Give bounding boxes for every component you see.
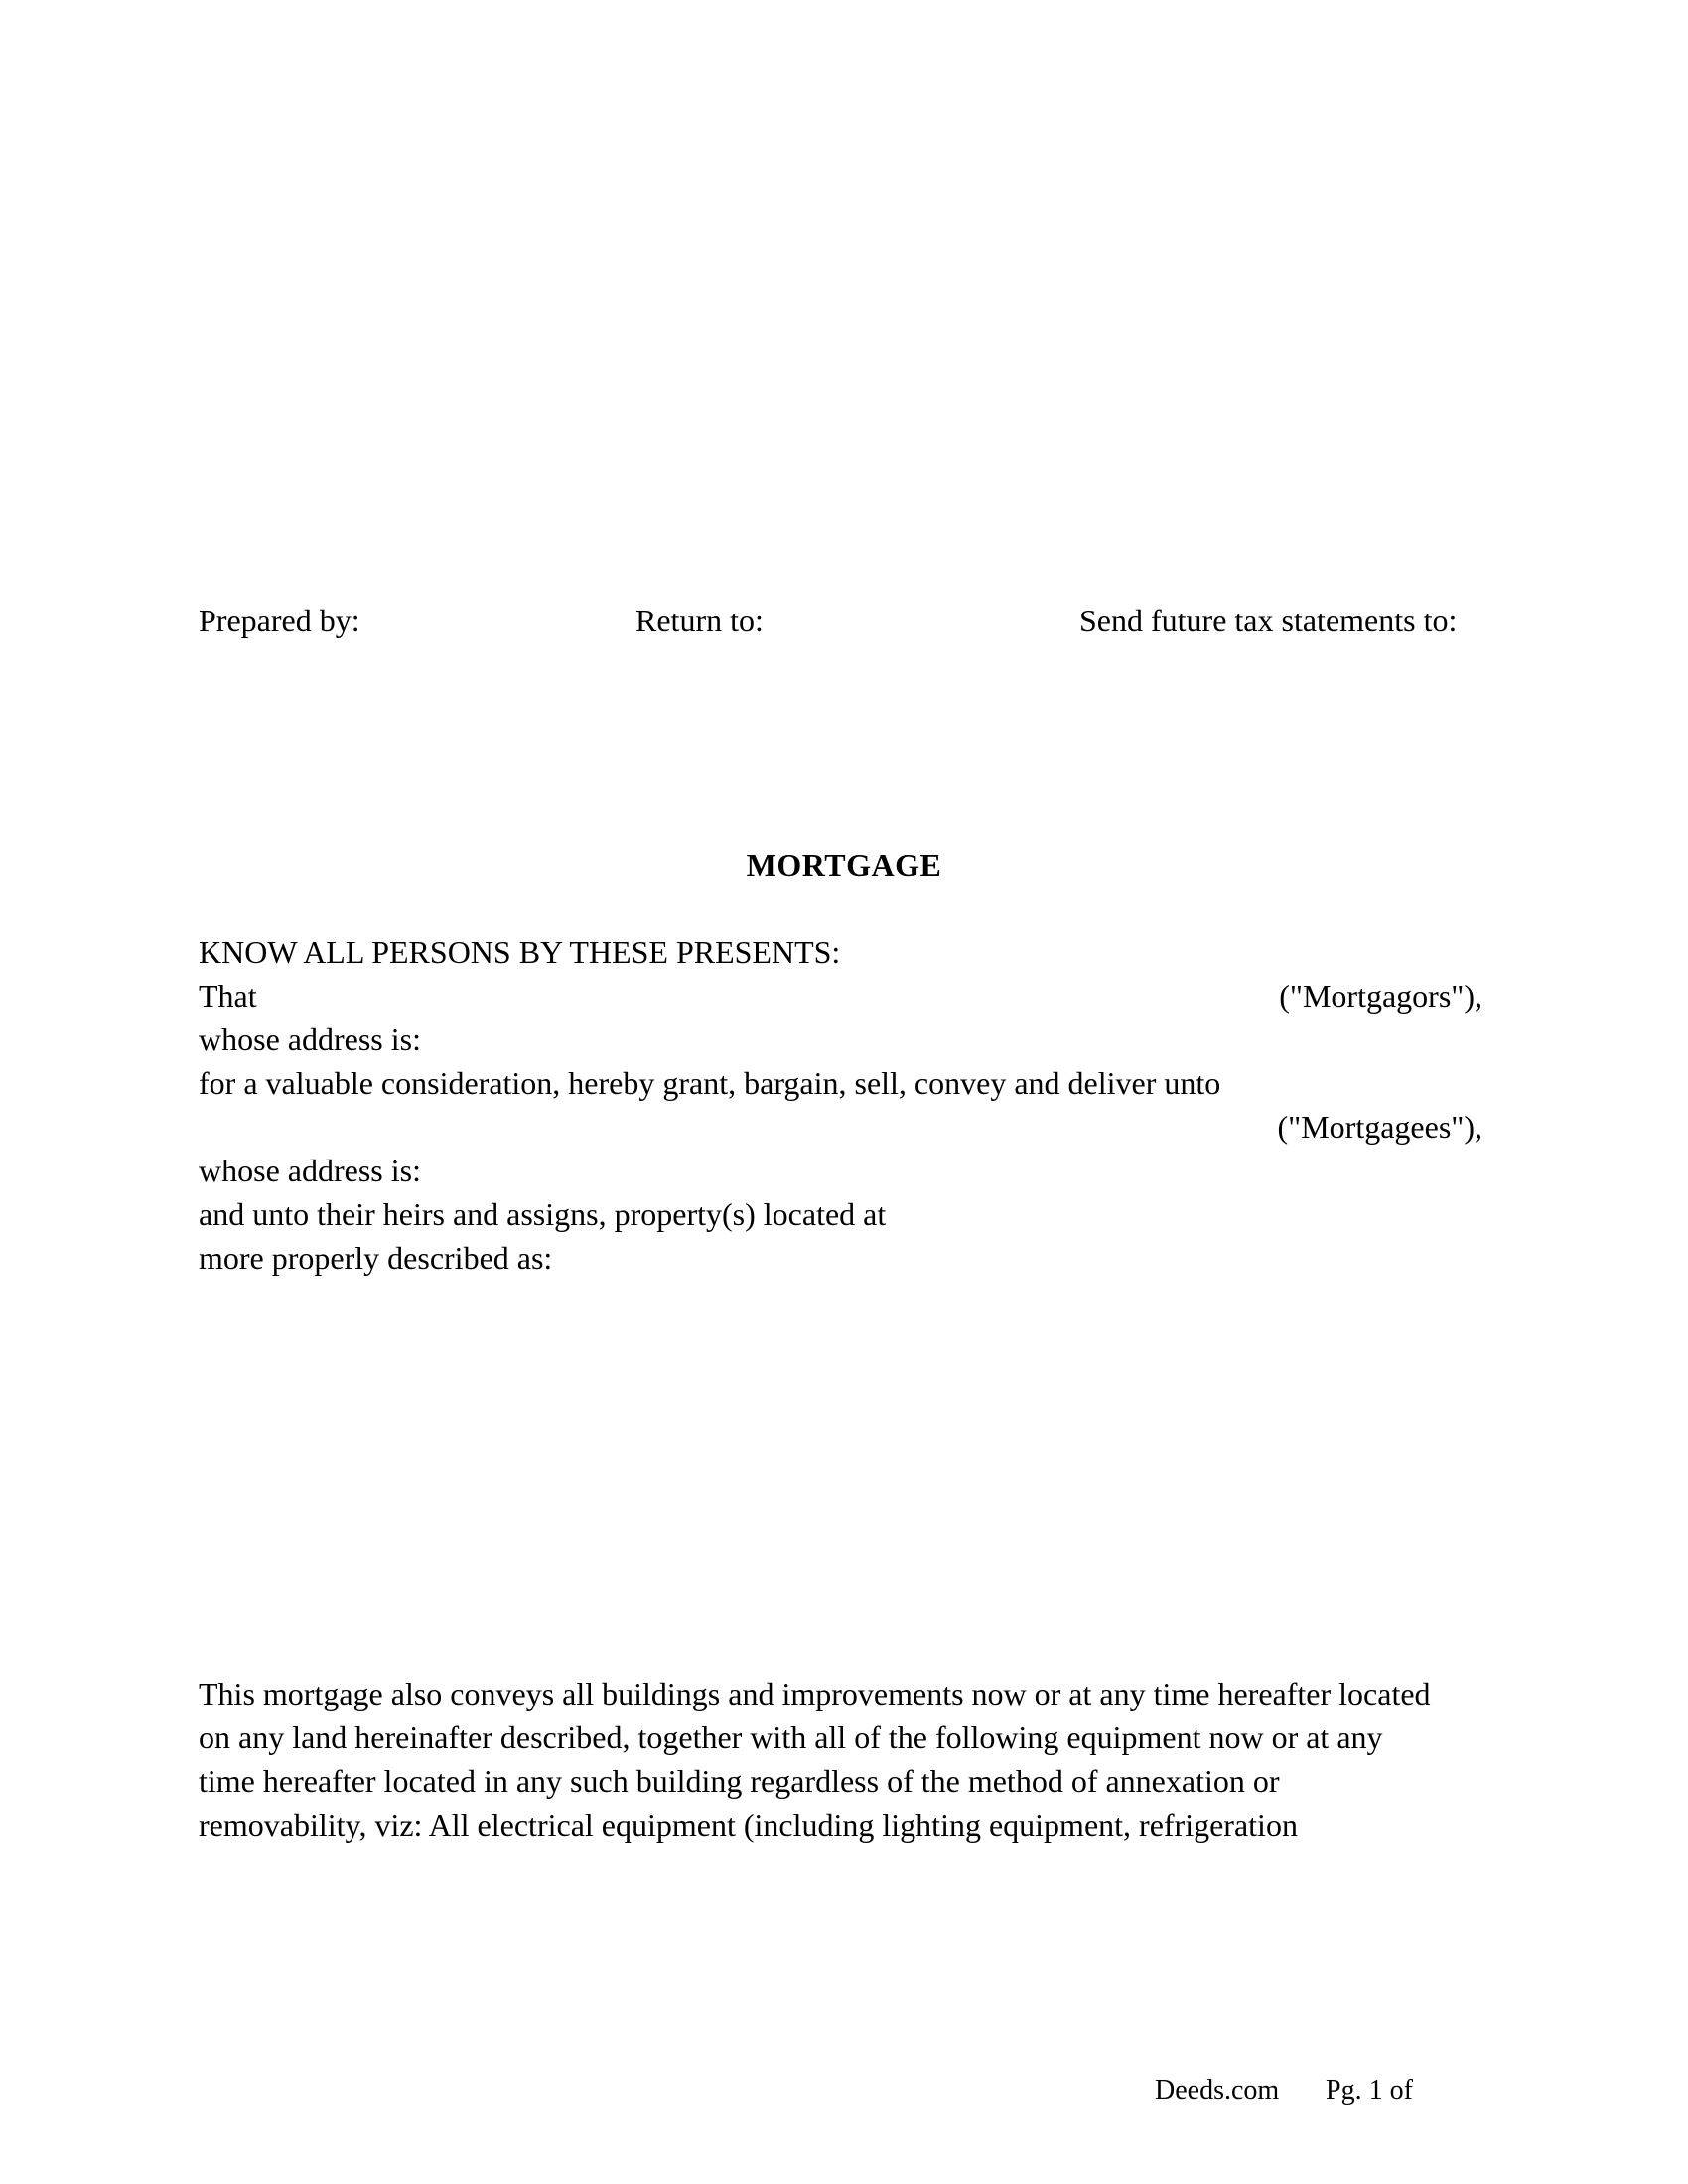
that-label: That [199,978,257,1014]
paragraph-line: on any land hereinafter described, together with all of the following equipment now or at any [199,1719,1383,1755]
send-tax-statements-label: Send future tax statements to: [1079,603,1458,638]
mortgagor-address-label: whose address is: [199,1022,421,1057]
mortgagors-label: ("Mortgagors"), [1279,978,1482,1014]
property-described-line: more properly described as: [199,1240,553,1276]
footer-page-number: Pg. 1 of [1326,2075,1413,2106]
heirs-assigns-line: and unto their heirs and assigns, property(s) located at [199,1196,887,1232]
paragraph-line: removability, viz: All electrical equipment (including lighting equipment, refrigeration [199,1807,1298,1843]
consideration-line: for a valuable consideration, hereby grant, bargain, sell, convey and deliver unto [199,1065,1221,1101]
paragraph-line: time hereafter located in any such building regardless of the method of annexation or [199,1763,1280,1799]
know-all-persons-line: KNOW ALL PERSONS BY THESE PRESENTS: [199,934,841,970]
document-title: MORTGAGE [746,847,942,883]
mortgagees-label: ("Mortgagees"), [1277,1109,1482,1145]
prepared-by-label: Prepared by: [199,603,360,638]
footer-site-name: Deeds.com [1155,2075,1280,2106]
return-to-label: Return to: [635,603,764,638]
equipment-paragraph [199,1672,1489,1846]
mortgagee-address-label: whose address is: [199,1153,421,1188]
paragraph-line: This mortgage also conveys all buildings and improvements now or at any time hereafter located [199,1676,1431,1711]
